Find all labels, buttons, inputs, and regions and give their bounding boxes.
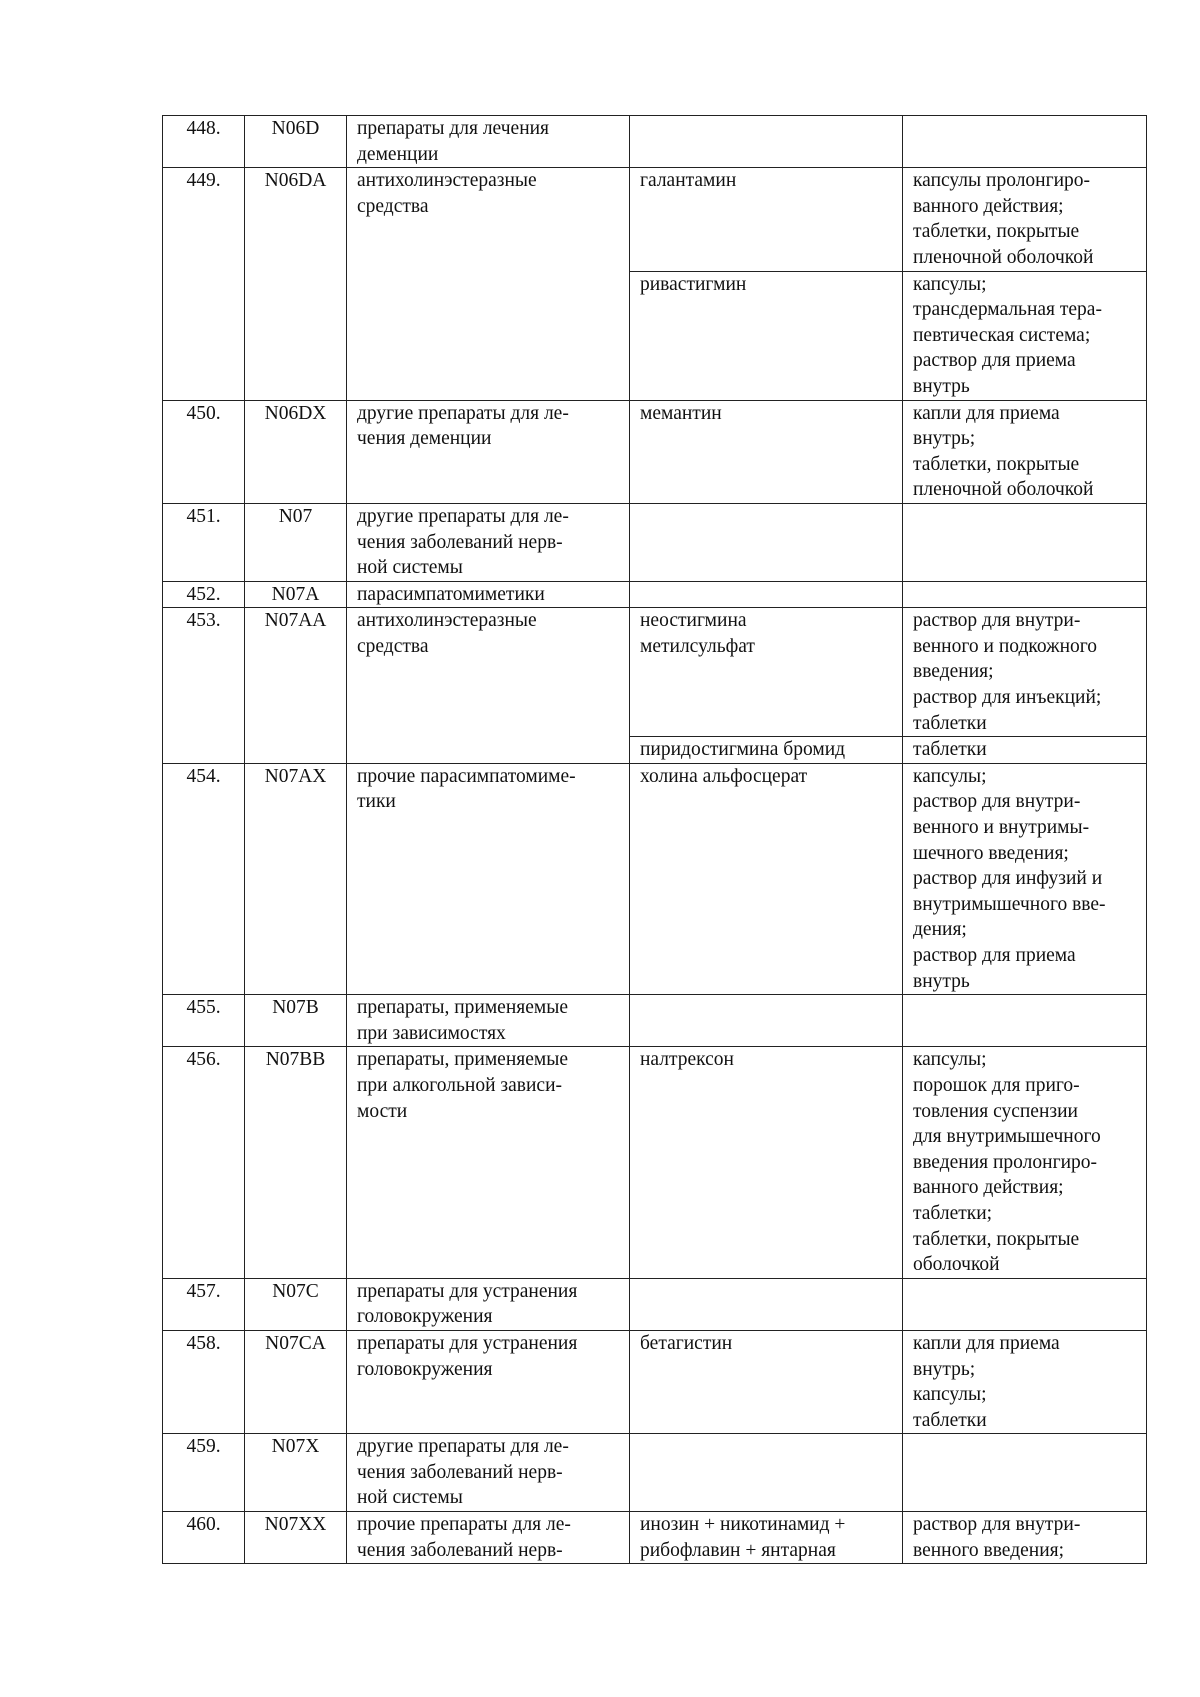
drug-name-cell — [630, 116, 903, 168]
atc-code-cell: N06DA — [245, 168, 347, 400]
dosage-forms-cell: капсулы; порошок для приго- товления суспензии для внутримышечного введения пролонгиро- ванного действия; таблетки; таблетки, покрытые оболочкой — [903, 1047, 1147, 1278]
drug-name-cell: налтрексон — [630, 1047, 903, 1278]
table-row — [163, 608, 1147, 737]
dosage-forms-cell — [903, 995, 1147, 1047]
row-number-cell: 450. — [163, 400, 245, 503]
atc-code-cell: N06D — [245, 116, 347, 168]
drug-name-cell: пиридостигмина бромид — [630, 737, 903, 764]
row-number-cell: 458. — [163, 1330, 245, 1433]
atc-code-cell: N07AX — [245, 763, 347, 994]
dosage-forms-cell — [903, 1434, 1147, 1512]
atc-group-cell: антихолинэстеразные средства — [347, 608, 630, 764]
row-number-cell: 457. — [163, 1278, 245, 1330]
atc-group-cell: другие препараты для ле- чения заболеваний нерв- ной системы — [347, 1434, 630, 1512]
atc-code-cell: N07X — [245, 1434, 347, 1512]
dosage-forms-cell: таблетки — [903, 737, 1147, 764]
atc-group-cell: прочие препараты для ле- чения заболеваний нерв- — [347, 1512, 630, 1564]
dosage-forms-cell — [903, 503, 1147, 581]
atc-code-cell: N07C — [245, 1278, 347, 1330]
table-row — [163, 581, 1147, 608]
dosage-forms-cell: капли для приема внутрь; таблетки, покрытые пленочной оболочкой — [903, 400, 1147, 503]
atc-group-cell: препараты для устранения головокружения — [347, 1278, 630, 1330]
table-row — [163, 1278, 1147, 1330]
atc-code-cell: N07CA — [245, 1330, 347, 1433]
table-row — [163, 763, 1147, 994]
dosage-forms-cell: капсулы пролонгиро- ванного действия; таблетки, покрытые пленочной оболочкой — [903, 168, 1147, 271]
drug-name-cell — [630, 1278, 903, 1330]
dosage-forms-cell: раствор для внутри- венного введения; — [903, 1512, 1147, 1564]
drug-name-cell: инозин + никотинамид + рибофлавин + янтарная — [630, 1512, 903, 1564]
row-number-cell: 459. — [163, 1434, 245, 1512]
atc-group-cell: антихолинэстеразные средства — [347, 168, 630, 400]
atc-group-cell: препараты, применяемые при зависимостях — [347, 995, 630, 1047]
atc-code-cell: N07 — [245, 503, 347, 581]
table-row — [163, 995, 1147, 1047]
dosage-forms-cell: капсулы; раствор для внутри- венного и внутримы- шечного введения; раствор для инфузий и внутримышечного вве- дения; раствор для приема внутрь — [903, 763, 1147, 994]
atc-code-cell: N07A — [245, 581, 347, 608]
table-row — [163, 168, 1147, 271]
atc-code-cell: N07B — [245, 995, 347, 1047]
row-number-cell: 452. — [163, 581, 245, 608]
drug-name-cell: ривастигмин — [630, 271, 903, 400]
atc-group-cell: препараты для лечения деменции — [347, 116, 630, 168]
dosage-forms-cell — [903, 1278, 1147, 1330]
atc-code-cell: N06DX — [245, 400, 347, 503]
atc-group-cell: парасимпатомиметики — [347, 581, 630, 608]
drug-name-cell — [630, 1434, 903, 1512]
row-number-cell: 451. — [163, 503, 245, 581]
row-number-cell: 449. — [163, 168, 245, 400]
drug-name-cell — [630, 581, 903, 608]
dosage-forms-cell: раствор для внутри- венного и подкожного введения; раствор для инъекций; таблетки — [903, 608, 1147, 737]
drug-name-cell: холина альфосцерат — [630, 763, 903, 994]
atc-group-cell: прочие парасимпатомиме- тики — [347, 763, 630, 994]
atc-code-cell: N07BB — [245, 1047, 347, 1278]
table-row — [163, 1047, 1147, 1278]
drug-name-cell — [630, 995, 903, 1047]
atc-group-cell: препараты для устранения головокружения — [347, 1330, 630, 1433]
drug-list-table — [162, 115, 1147, 1564]
table-body — [163, 116, 1147, 1564]
table-row — [163, 116, 1147, 168]
atc-code-cell: N07AA — [245, 608, 347, 764]
dosage-forms-cell: капсулы; трансдермальная тера- певтическая система; раствор для приема внутрь — [903, 271, 1147, 400]
table-row — [163, 1330, 1147, 1433]
drug-name-cell: неостигмина метилсульфат — [630, 608, 903, 737]
row-number-cell: 448. — [163, 116, 245, 168]
atc-group-cell: другие препараты для ле- чения деменции — [347, 400, 630, 503]
table-row — [163, 1434, 1147, 1512]
dosage-forms-cell — [903, 116, 1147, 168]
atc-group-cell: другие препараты для ле- чения заболеваний нерв- ной системы — [347, 503, 630, 581]
drug-name-cell: мемантин — [630, 400, 903, 503]
table-row — [163, 400, 1147, 503]
row-number-cell: 455. — [163, 995, 245, 1047]
table-row — [163, 503, 1147, 581]
atc-code-cell: N07XX — [245, 1512, 347, 1564]
row-number-cell: 454. — [163, 763, 245, 994]
row-number-cell: 460. — [163, 1512, 245, 1564]
dosage-forms-cell — [903, 581, 1147, 608]
table-row — [163, 1512, 1147, 1564]
atc-group-cell: препараты, применяемые при алкогольной зависи- мости — [347, 1047, 630, 1278]
drug-name-cell: галантамин — [630, 168, 903, 271]
drug-name-cell: бетагистин — [630, 1330, 903, 1433]
dosage-forms-cell: капли для приема внутрь; капсулы; таблетки — [903, 1330, 1147, 1433]
row-number-cell: 453. — [163, 608, 245, 764]
drug-name-cell — [630, 503, 903, 581]
row-number-cell: 456. — [163, 1047, 245, 1278]
